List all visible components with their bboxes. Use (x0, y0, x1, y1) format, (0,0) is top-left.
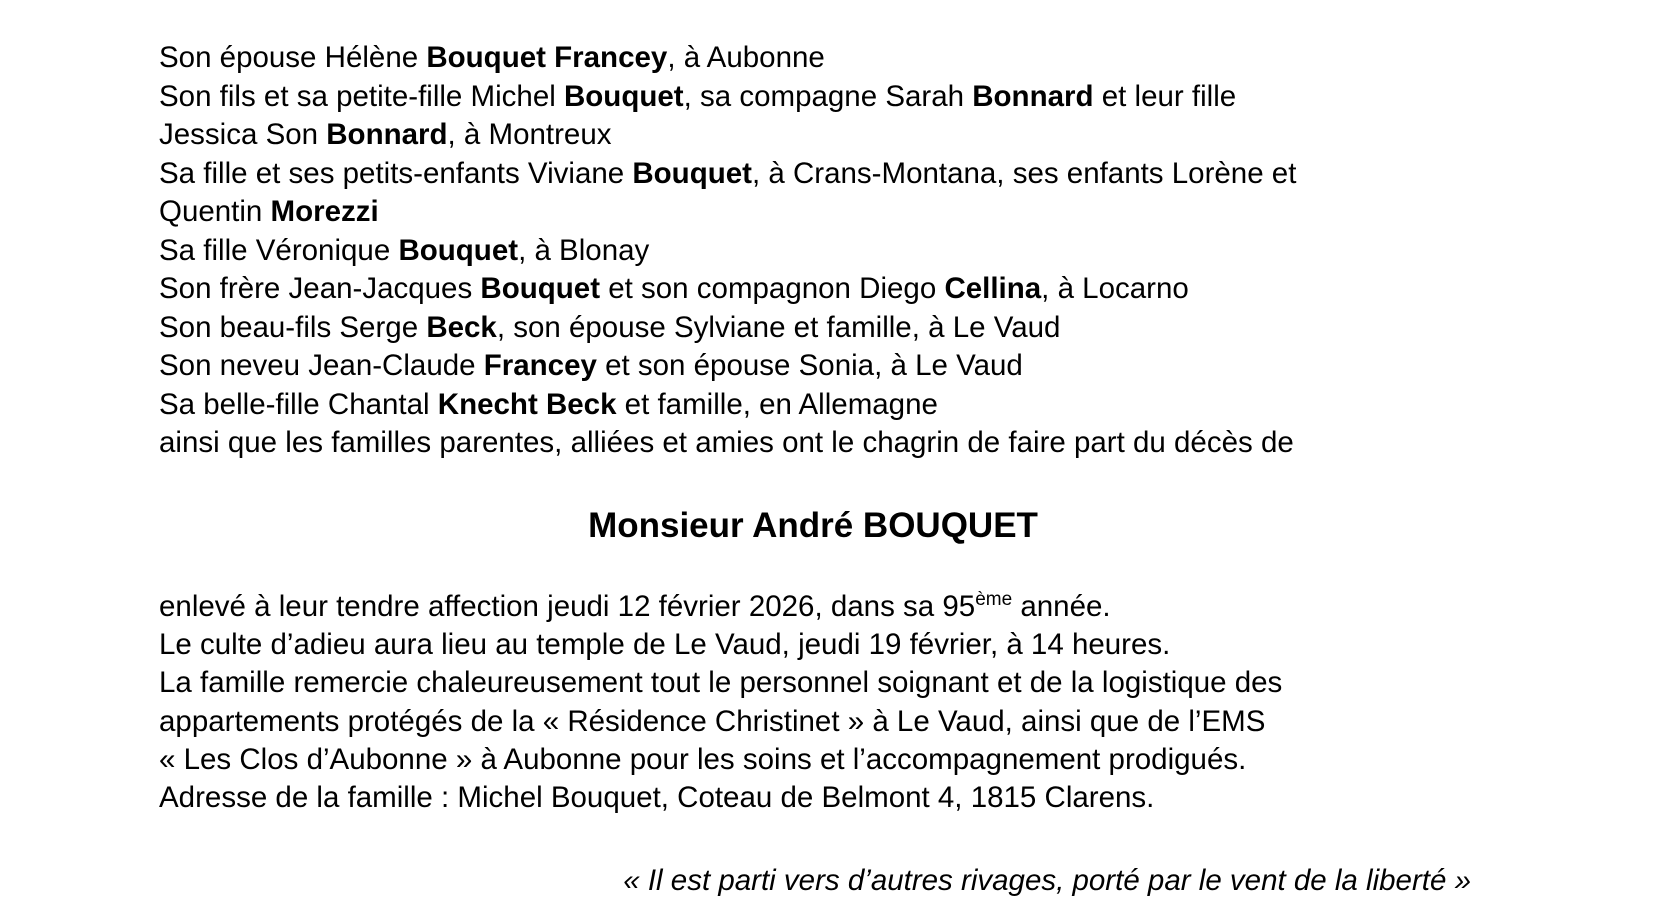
announcement-line (159, 193, 1559, 232)
announcement-text: , sa compagne Sarah (683, 79, 973, 113)
death-notice-text: enlevé à leur tendre affection jeudi 12 février 2026, dans sa 95 (159, 590, 976, 623)
announcement-text: et son épouse Sonia, à Le Vaud (596, 349, 1023, 382)
announcement-line (159, 270, 1559, 309)
announcement-line (159, 386, 1559, 425)
announcement-text: et leur fille (1093, 79, 1237, 113)
announcement-text: Son fils et sa petite-fille Michel (159, 79, 564, 113)
thanks-line-2: appartements protégés de la « Résidence Christinet » à Le Vaud, ainsi que de l’EMS (159, 704, 1266, 738)
death-notice-line (159, 588, 1559, 626)
announcement-text: Son neveu Jean-Claude (159, 349, 484, 382)
announcement-text: Sa belle-fille Chantal (159, 387, 438, 421)
family-surname: Beck (426, 310, 497, 344)
thanks-line-1: La famille remercie chaleureusement tout le personnel soignant et de la logistique des (159, 666, 1283, 700)
announcement-text: , à Crans-Montana, ses enfants Lorène et (751, 156, 1297, 190)
announcement-text: , à Montreux (447, 118, 612, 151)
family-surname: Bouquet (398, 233, 519, 267)
announcement-line (159, 116, 1559, 155)
family-surname: Bonnard (326, 118, 448, 151)
family-surname: Morezzi (270, 195, 379, 228)
announcement-line (159, 78, 1559, 117)
family-surname: Francey (483, 349, 597, 382)
announcement-text: Son beau-fils Serge (159, 310, 427, 344)
closing-quote: « Il est parti vers d’autres rivages, porté par le vent de la liberté » (623, 864, 1471, 897)
family-surname: Cellina (944, 272, 1042, 305)
announcement-text: , à Aubonne (667, 41, 825, 74)
family-surname: Bouquet Francey (426, 41, 668, 74)
announcement-line (159, 39, 1559, 78)
announcement-text: et son compagnon Diego (600, 272, 945, 305)
announcement-line (159, 232, 1559, 271)
announcement-line (159, 309, 1559, 348)
obituary-body (159, 588, 1559, 817)
family-surname: Bouquet (632, 156, 752, 190)
family-surname: Bouquet (563, 79, 684, 113)
announcement-text: Sa fille Véronique (159, 233, 399, 267)
family-surname: Bouquet (480, 272, 601, 305)
announcement-text: , son épouse Sylviane et famille, à Le Vaud (496, 310, 1061, 344)
family-surname: Knecht Beck (437, 387, 617, 421)
announcement-text: et famille, en Allemagne (616, 387, 938, 421)
announcement-text: Quentin (159, 195, 271, 228)
announcement-text: ainsi que les familles parentes, alliées et amies ont le chagrin de faire part du décès de (159, 426, 1294, 459)
announcement-line (159, 347, 1559, 386)
deceased-name: Monsieur André BOUQUET (588, 506, 1038, 545)
family-surname: Bonnard (972, 79, 1094, 113)
thanks-line-3: « Les Clos d’Aubonne » à Aubonne pour les soins et l’accompagnement prodigués. (159, 742, 1247, 776)
announcement-text: Son épouse Hélène (159, 41, 427, 74)
announcement-text: Son frère Jean-Jacques (159, 272, 481, 305)
announcement-text: , à Locarno (1041, 272, 1189, 305)
family-address-line: Adresse de la famille : Michel Bouquet, Coteau de Belmont 4, 1815 Clarens. (159, 781, 1155, 815)
announcement-text: Sa fille et ses petits-enfants Viviane (159, 156, 633, 190)
announcement-text: Jessica Son (159, 118, 327, 151)
announcement-line (159, 155, 1559, 194)
announcement-text: , à Blonay (518, 233, 650, 267)
family-announcement (159, 39, 1559, 463)
ordinal-suffix: ème (975, 589, 1013, 610)
death-notice-end: année. (1012, 590, 1111, 623)
announcement-line (159, 424, 1559, 463)
funeral-service-line: Le culte d’adieu aura lieu au temple de Le Vaud, jeudi 19 février, à 14 heures. (159, 628, 1171, 662)
